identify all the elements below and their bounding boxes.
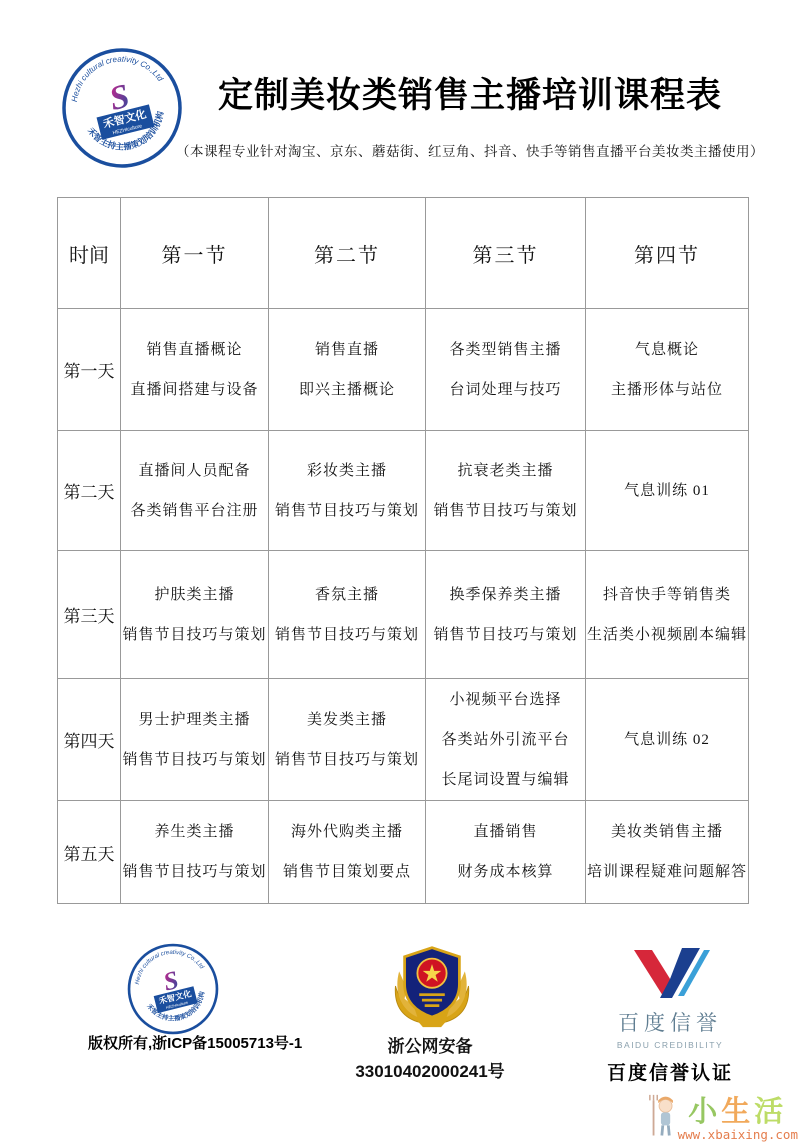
course-topic: 销售节目技巧与策划 — [274, 502, 419, 519]
farmer-mascot-icon — [648, 1091, 678, 1143]
course-cell — [269, 801, 426, 904]
course-topic: 台词处理与技巧 — [449, 381, 562, 398]
course-topic: 彩妆类主播 — [306, 462, 387, 479]
course-cell — [426, 431, 586, 551]
course-topic: 直播间搭建与设备 — [130, 381, 259, 398]
course-topic: 财务成本核算 — [457, 864, 554, 880]
course-topic: 即兴主播概论 — [298, 381, 395, 398]
course-topic: 气息概论 — [634, 341, 699, 358]
course-topic: 销售节目技巧与策划 — [122, 626, 267, 643]
course-cell — [269, 431, 426, 551]
course-cell — [426, 801, 586, 904]
course-topic: 培训课程疑难问题解答 — [586, 864, 747, 880]
course-topic: 抖音快手等销售类 — [602, 586, 731, 603]
course-topic: 美发类主播 — [306, 711, 387, 728]
course-topic: 各类站外引流平台 — [441, 731, 570, 748]
course-topic: 主播形体与站位 — [610, 381, 723, 398]
time-cell: 第四天 — [58, 679, 121, 801]
course-topic: 护肤类主播 — [154, 586, 235, 603]
column-header-session4: 第四节 — [586, 198, 749, 309]
course-topic: 销售直播 — [314, 341, 379, 358]
baidu-credibility-block — [596, 946, 744, 1085]
course-cell — [121, 309, 269, 431]
course-cell — [269, 679, 426, 801]
course-topic: 长尾词设置与编辑 — [441, 771, 570, 788]
time-cell: 第五天 — [58, 801, 121, 904]
course-topic: 直播销售 — [473, 824, 538, 840]
course-topic: 各类型销售主播 — [449, 341, 562, 358]
course-table — [57, 197, 749, 904]
course-cell — [269, 309, 426, 431]
course-topic: 香氛主播 — [314, 586, 379, 603]
course-table-body — [58, 309, 749, 904]
page-subtitle: （本课程专业针对淘宝、京东、蘑菇街、红豆角、抖音、快手等销售直播平台美妆类主播使用） — [176, 144, 764, 159]
table-row — [58, 551, 749, 679]
site-watermark — [648, 1081, 798, 1143]
course-cell — [586, 431, 749, 551]
time-cell: 第二天 — [58, 431, 121, 551]
course-cell — [586, 551, 749, 679]
police-badge-icon — [386, 944, 478, 1028]
time-cell: 第一天 — [58, 309, 121, 431]
watermark-url: www.xbaixing.com — [677, 1127, 798, 1142]
course-cell — [121, 801, 269, 904]
watermark-name: 小生活 — [688, 1096, 788, 1128]
baidu-v-icon — [626, 946, 714, 1000]
baidu-credibility-en: BAIDU CREDIBILITY — [616, 1040, 724, 1050]
baidu-credibility-cn: 百度信誉 — [618, 1012, 722, 1035]
course-topic: 养生类主播 — [154, 824, 235, 840]
course-topic: 各类销售平台注册 — [130, 502, 259, 519]
course-topic: 销售节目技巧与策划 — [433, 626, 578, 643]
course-topic: 销售节目技巧与策划 — [122, 864, 267, 880]
column-header-session2: 第二节 — [269, 198, 426, 309]
course-topic: 男士护理类主播 — [138, 711, 251, 728]
course-cell — [586, 679, 749, 801]
table-row — [58, 431, 749, 551]
table-header-row — [58, 198, 749, 309]
course-topic: 气息训练 02 — [624, 731, 710, 748]
course-topic: 海外代购类主播 — [290, 824, 403, 840]
column-header-session3: 第三节 — [426, 198, 586, 309]
course-cell — [269, 551, 426, 679]
course-topic: 气息训练 01 — [624, 482, 710, 499]
table-row — [58, 679, 749, 801]
time-cell: 第三天 — [58, 551, 121, 679]
course-topic: 生活类小视频剧本编辑 — [586, 626, 747, 643]
course-cell — [586, 801, 749, 904]
course-topic: 销售节目策划要点 — [282, 864, 411, 880]
course-topic: 抗衰老类主播 — [457, 462, 554, 479]
column-header-time: 时间 — [58, 198, 121, 309]
course-topic: 直播间人员配备 — [138, 462, 251, 479]
course-topic: 销售节目技巧与策划 — [433, 502, 578, 519]
course-topic: 销售直播概论 — [146, 341, 243, 358]
copyright-icp-text: 版权所有,浙ICP备15005713号-1 — [88, 1035, 303, 1052]
course-topic: 销售节目技巧与策划 — [274, 626, 419, 643]
course-cell — [586, 309, 749, 431]
course-topic: 换季保养类主播 — [449, 586, 562, 603]
table-row — [58, 801, 749, 904]
course-topic: 小视频平台选择 — [449, 691, 562, 708]
course-topic: 美妆类销售主播 — [610, 824, 723, 840]
course-cell — [426, 309, 586, 431]
course-topic: 销售节目技巧与策划 — [274, 751, 419, 768]
police-record-text: 浙公网安备 33010402000241号 — [355, 1037, 505, 1081]
course-cell — [426, 551, 586, 679]
column-header-session1: 第一节 — [121, 198, 269, 309]
baidu-cert-text: 百度信誉认证 — [606, 1063, 733, 1084]
table-row — [58, 309, 749, 431]
course-cell — [426, 679, 586, 801]
course-cell — [121, 679, 269, 801]
hezhi-footer-logo-icon — [126, 942, 220, 1036]
course-topic: 销售节目技巧与策划 — [122, 751, 267, 768]
header — [150, 68, 790, 160]
course-cell — [121, 431, 269, 551]
page-title: 定制美妆类销售主播培训课程表 — [217, 76, 722, 115]
course-cell — [121, 551, 269, 679]
